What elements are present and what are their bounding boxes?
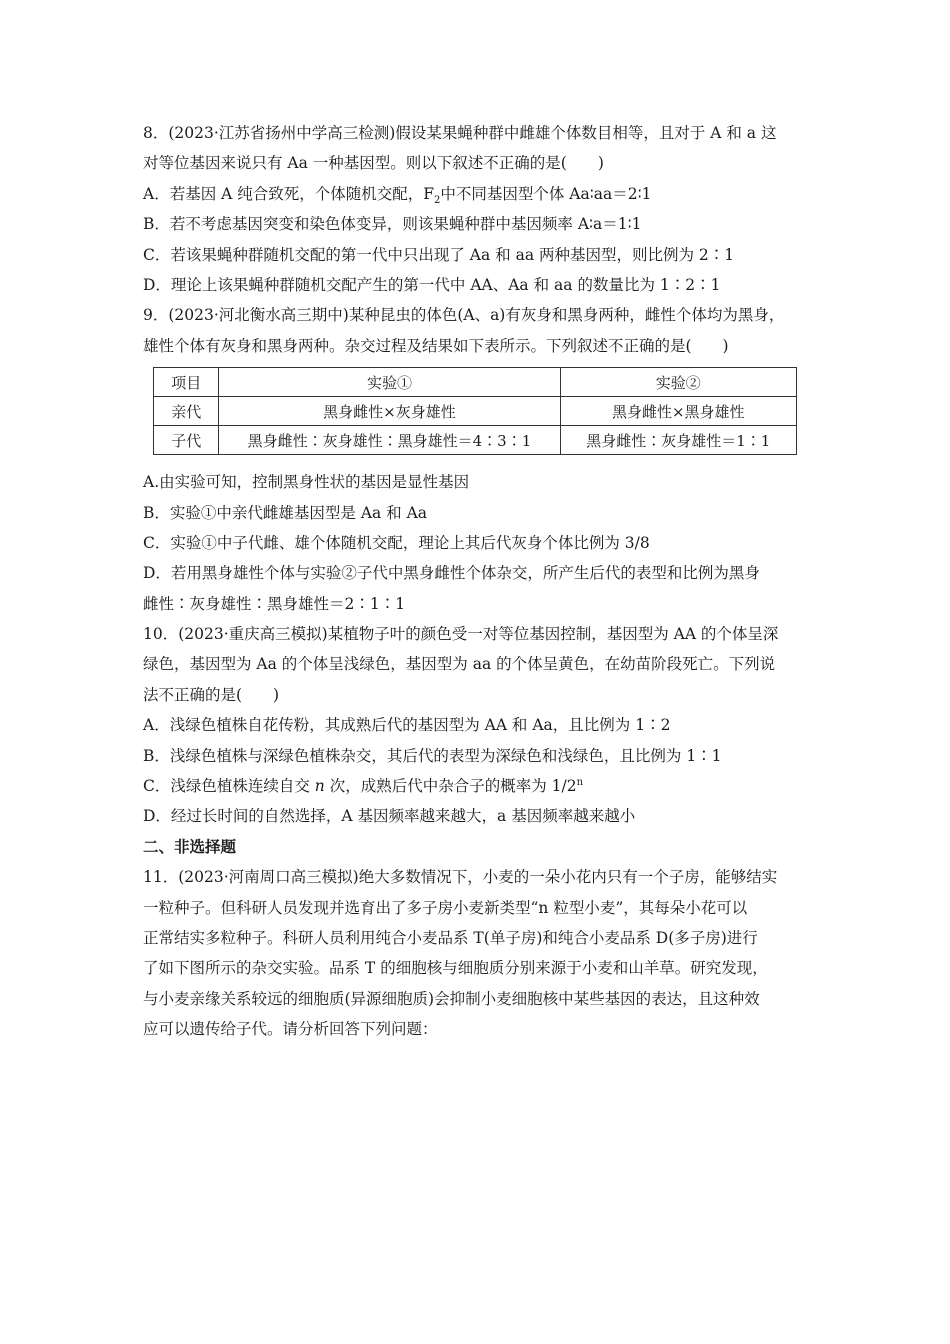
table-cell: 黑身雌性×灰身雄性 <box>219 397 560 426</box>
q8-option-a-text-end: 中不同基因型个体 Aa∶aa＝2∶1 <box>440 184 652 203</box>
table-cell: 黑身雌性∶灰身雄性∶黑身雄性＝4∶3∶1 <box>219 426 560 455</box>
table-row <box>154 397 797 426</box>
question-9 <box>143 300 815 619</box>
table-header-cell: 实验② <box>560 368 796 397</box>
q11-line1: 11．(2023·河南周口高三模拟)绝大多数情况下，小麦的一朵小花内只有一个子房，能够结实 <box>143 868 778 887</box>
question-8 <box>143 118 815 300</box>
q11-line2: 一粒种子。但科研人员发现并选育出了多子房小麦新类型“n 粒型小麦”，其每朵小花可以 <box>143 898 748 917</box>
q9-option-a: A.由实验可知，控制黑身性状的基因是显性基因 <box>143 473 470 492</box>
q9-option-d-line2: 雌性∶灰身雄性∶黑身雄性＝2∶1∶1 <box>143 594 406 613</box>
q11-line4: 了如下图所示的杂交实验。品系 T 的细胞核与细胞质分别来源于小麦和山羊草。研究发现， <box>143 959 768 978</box>
table-header-row <box>154 368 797 397</box>
q8-stem-line1: 8．(2023·江苏省扬州中学高三检测)假设某果蝇种群中雌雄个体数目相等，且对于 A 和 a 这 <box>143 124 777 142</box>
q9-option-b: B．实验①中亲代雌雄基因型是 Aa 和 Aa <box>143 503 428 522</box>
experiment-table <box>153 367 797 455</box>
question-10 <box>143 619 815 832</box>
q9-option-c: C．实验①中子代雌、雄个体随机交配，理论上其后代灰身个体比例为 3/8 <box>143 533 650 552</box>
q10-stem-line3: 法不正确的是( ) <box>143 685 280 704</box>
q8-option-a <box>143 179 815 209</box>
document-page <box>143 118 815 1045</box>
table-header-cell: 项目 <box>154 368 219 397</box>
q10-option-d: D．经过长时间的自然选择，A 基因频率越来越大，a 基因频率越来越小 <box>143 807 636 826</box>
table-cell: 子代 <box>154 426 219 455</box>
q11-line6: 应可以遗传给子代。请分析回答下列问题： <box>143 1020 438 1039</box>
table-header-cell: 实验① <box>219 368 560 397</box>
section-heading: 二、非选择题 <box>143 836 237 856</box>
table-cell: 黑身雌性∶灰身雄性＝1∶1 <box>560 426 796 455</box>
table-row <box>154 426 797 455</box>
q8-option-a-text: A．若基因 A 纯合致死，个体随机交配，F <box>143 184 434 203</box>
q9-option-d-line1: D．若用黑身雄性个体与实验②子代中黑身雌性个体杂交，所产生后代的表型和比例为黑身 <box>143 564 760 583</box>
q10-option-c-text-mid: 次，成熟后代中杂合子的概率为 1/2 <box>324 777 577 796</box>
q11-line3: 正常结实多粒种子。科研人员利用纯合小麦品系 T(单子房)和纯合小麦品系 D(多子房)进行 <box>143 928 758 947</box>
q10-option-c <box>143 771 815 801</box>
table-cell: 亲代 <box>154 397 219 426</box>
q10-option-c-variable: n <box>314 777 325 796</box>
q8-option-d: D．理论上该果蝇种群随机交配产生的第一代中 AA、Aa 和 aa 的数量比为 1∶2∶1 <box>143 275 721 294</box>
q8-option-a-subscript: 2 <box>434 194 441 206</box>
q10-option-c-text: C．浅绿色植株连续自交 <box>143 777 315 796</box>
q9-stem-line2: 雄性个体有灰身和黑身两种。杂交过程及结果如下表所示。下列叙述不正确的是( ) <box>143 336 729 355</box>
q10-option-b: B．浅绿色植株与深绿色植株杂交，其后代的表型为深绿色和浅绿色，且比例为 1∶1 <box>143 746 722 765</box>
q10-option-a: A．浅绿色植株自花传粉，其成熟后代的基因型为 AA 和 Aa，且比例为 1∶2 <box>143 716 671 735</box>
q8-option-b: B．若不考虑基因突变和染色体变异，则该果蝇种群中基因频率 A∶a＝1∶1 <box>143 215 642 234</box>
q10-stem-line2: 绿色，基因型为 Aa 的个体呈浅绿色，基因型为 aa 的个体呈黄色，在幼苗阶段死亡。下列说 <box>143 655 776 674</box>
q11-line5: 与小麦亲缘关系较远的细胞质(异源细胞质)会抑制小麦细胞核中某些基因的表达，且这种效 <box>143 989 760 1008</box>
q10-stem-line1: 10．(2023·重庆高三模拟)某植物子叶的颜色受一对等位基因控制，基因型为 AA 的个体呈深 <box>143 625 779 644</box>
q9-stem-line1: 9．(2023·河北衡水高三期中)某种昆虫的体色(A、a)有灰身和黑身两种，雌性个体均为黑身， <box>143 306 785 325</box>
question-11 <box>143 862 815 1044</box>
q8-option-c: C．若该果蝇种群随机交配的第一代中只出现了 Aa 和 aa 两种基因型，则比例为 2∶1 <box>143 245 735 264</box>
table-cell: 黑身雌性×黑身雄性 <box>560 397 796 426</box>
q8-stem-line2: 对等位基因来说只有 Aa 一种基因型。则以下叙述不正确的是( ) <box>143 154 604 173</box>
q10-option-c-superscript: n <box>576 776 584 788</box>
